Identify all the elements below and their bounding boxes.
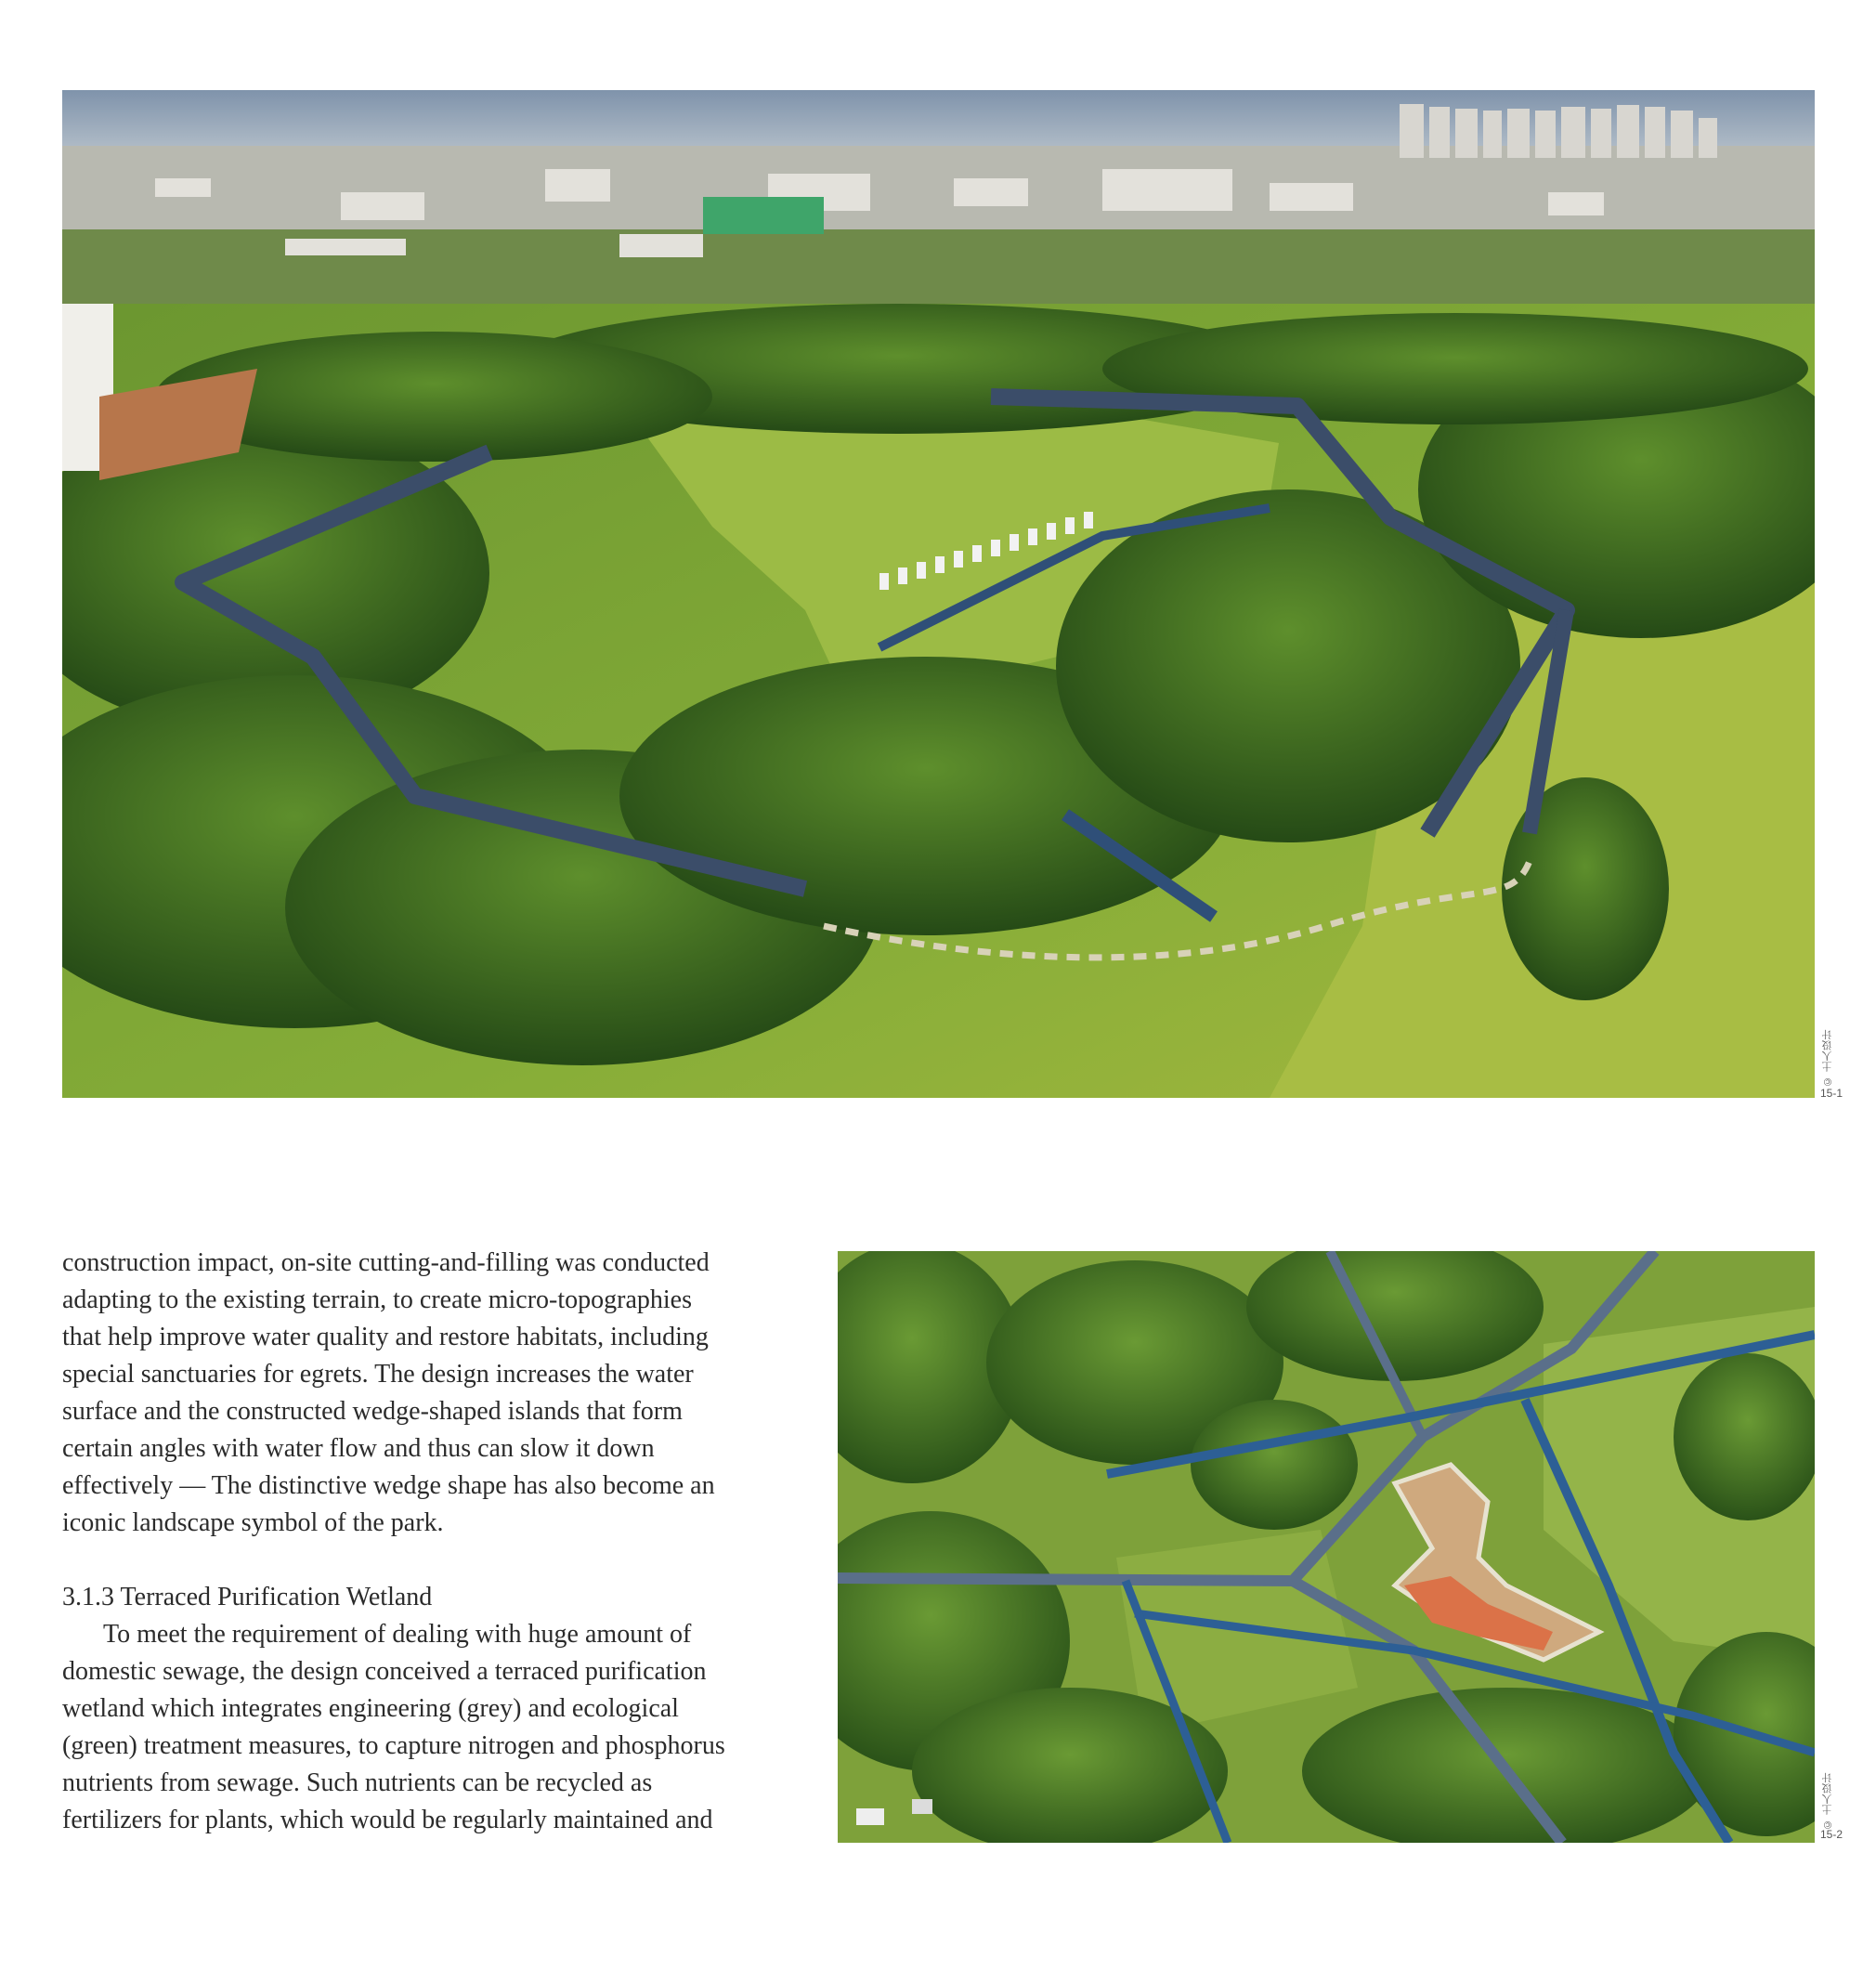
photo-credit-15-2: © 土人设计	[1822, 1772, 1833, 1831]
aerial-photo-top-down-paths	[838, 1251, 1815, 1843]
photo-credit-15-1: © 土人设计	[1822, 1029, 1833, 1088]
figure-number-15-2: 15-2	[1820, 1828, 1843, 1841]
section-heading: 3.1.3 Terraced Purification Wetland	[62, 1583, 433, 1611]
aerial-photo-park-overview-image	[62, 90, 1815, 1098]
body-text-column	[62, 1245, 796, 1839]
aerial-photo-top-down-paths-image	[838, 1251, 1815, 1843]
body-paragraph-1: construction impact, on-site cutting-and-filling was conducted adapting to the existing terrain, to create micro-topographies that help improve water quality and restore habitats, including special sanctuaries for egrets. The design increases the water surface and the constructed wedge-shaped islands that form certain angles with water flow and thus can slow it down effectively — The distinctive wedge shape has also become an iconic landscape symbol of the park.	[62, 1248, 715, 1537]
figure-number-15-1: 15-1	[1820, 1087, 1843, 1100]
aerial-photo-park-overview	[62, 90, 1815, 1098]
body-paragraph-2: To meet the requirement of dealing with huge amount of domestic sewage, the design conceived a terraced purification wetland which integrates engineering (grey) and ecological (green) treatment measures, to capture nitrogen and phosphorus nutrients from sewage. Such nutrients can be recycled as fertilizers for plants, which would be regularly maintained and	[62, 1620, 725, 1834]
